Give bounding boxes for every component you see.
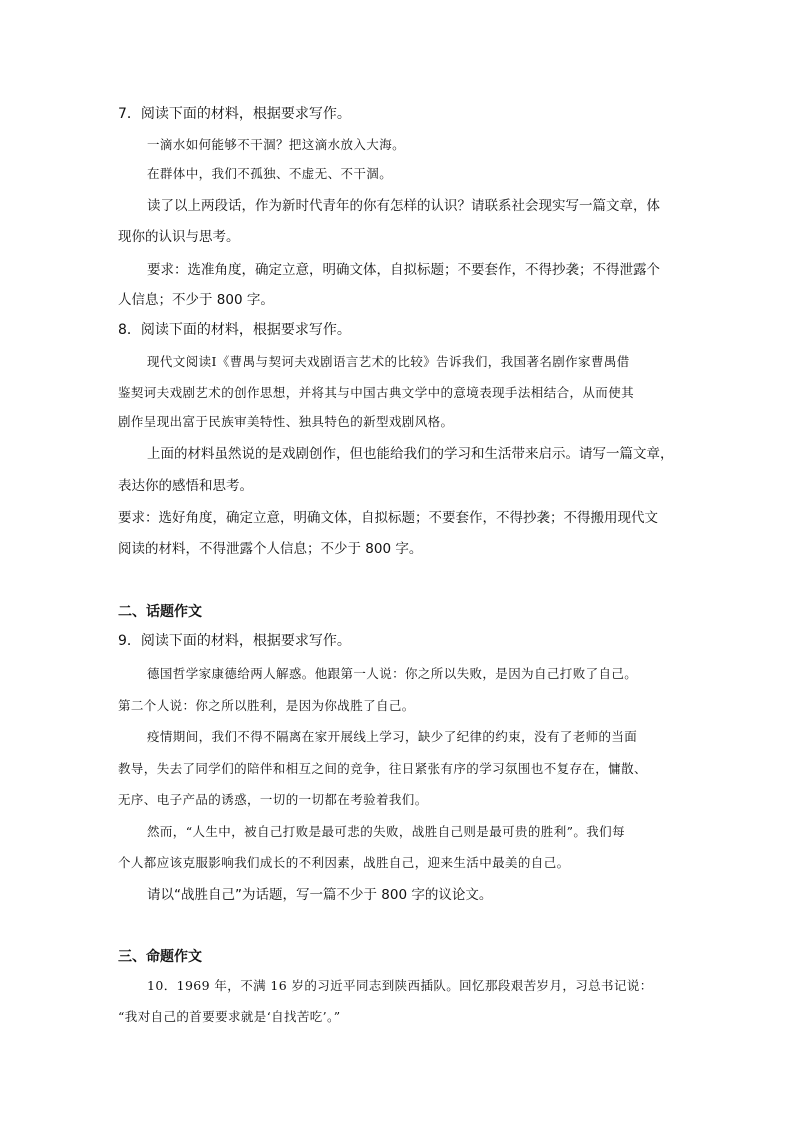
question-10-material-line: 10．1969 年，不满 16 岁的习近平同志到陕西插队。回忆那段艰苦岁月，习总书记说：	[147, 978, 653, 993]
section-heading-topic-essay: 二、话题作文	[118, 604, 202, 620]
question-8-title: 8．阅读下面的材料，根据要求写作。	[118, 322, 351, 338]
question-8-prompt-line: 表达你的感悟和思考。	[118, 478, 253, 494]
question-10-material-line: “我对自己的首要要求就是‘自找苦吃’。”	[118, 1009, 341, 1024]
question-7-prompt-line: 现你的认识与思考。	[118, 229, 240, 245]
question-9-material-line: 然而，“人生中，被自己打败是最可悲的失败，战胜自己则是最可贵的胜利”。我们每	[147, 824, 625, 839]
question-9-material-line: 无序、电子产品的诱惑，一切的一切都在考验着我们。	[118, 792, 428, 807]
question-7-material-line: 一滴水如何能够不干涸？把这滴水放入大海。	[147, 137, 406, 152]
question-8-material-line: 鉴契诃夫戏剧艺术的创作思想，并将其与中国古典文学中的意境表现手法相结合，从而使其	[118, 385, 635, 400]
question-7-material-line: 在群体中，我们不孤独、不虚无、不干涸。	[147, 166, 393, 181]
question-9-prompt-line: 请以“战胜自己”为话题，写一篇不少于 800 字的议论文。	[147, 887, 493, 903]
question-8-requirements-line: 要求：选好角度，确定立意，明确文体，自拟标题；不要套作，不得抄袭；不得搬用现代文	[118, 510, 658, 526]
question-9-material-line: 德国哲学家康德给两人解惑。他跟第一人说：你之所以失败，是因为自己打败了自己。	[147, 666, 638, 681]
question-8-requirements-line: 阅读的材料，不得泄露个人信息；不少于 800 字。	[118, 541, 423, 557]
section-heading-proposition-essay: 三、命题作文	[118, 949, 202, 965]
question-7-requirements-line: 人信息；不少于 800 字。	[118, 292, 274, 308]
question-8-prompt-line: 上面的材料虽然说的是戏剧创作，但也能给我们的学习和生活带来启示。请写一篇文章，	[147, 446, 674, 462]
question-8-material-line: 现代文阅读Ⅰ《曹禺与契诃夫戏剧语言艺术的比较》告诉我们，我国著名剧作家曹禺借	[147, 354, 630, 369]
question-7-title: 7．阅读下面的材料，根据要求写作。	[118, 106, 351, 122]
question-9-title: 9．阅读下面的材料，根据要求写作。	[118, 633, 351, 649]
question-9-material-line: 第二个人说：你之所以胜利，是因为你战胜了自己。	[118, 698, 415, 713]
question-9-material-line: 教导，失去了同学们的陪伴和相互之间的竞争，往日紧张有序的学习氛围也不复存在，慵散、	[118, 761, 647, 776]
question-9-material-line: 个人都应该克服影响我们成长的不利因素，战胜自己，迎来生活中最美的自己。	[118, 855, 570, 870]
question-9-material-line: 疫情期间，我们不得不隔离在家开展线上学习，缺少了纪律的约束，没有了老师的当面	[147, 729, 638, 744]
question-7-requirements-line: 要求：选准角度，确定立意，明确文体，自拟标题；不要套作，不得抄袭；不得泄露个	[147, 262, 660, 278]
question-8-material-line: 剧作呈现出富于民族审美特性、独具特色的新型戏剧风格。	[118, 414, 454, 429]
question-7-prompt-line: 读了以上两段话，作为新时代青年的你有怎样的认识？请联系社会现实写一篇文章，体	[147, 198, 660, 214]
